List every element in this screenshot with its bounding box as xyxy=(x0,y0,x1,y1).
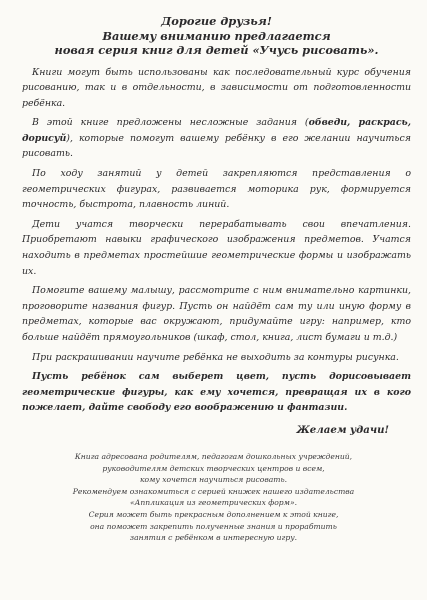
tasks-text-end: ), которые помогут вашему ребёнку в его желании научиться рисовать. xyxy=(22,132,411,160)
good-luck-line: Желаем удачи! xyxy=(296,423,389,436)
footer-series-name: «Аппликация из геометрических форм». xyxy=(129,498,297,508)
footer-line: руководителям детских творческих центров и всем, xyxy=(102,463,325,473)
page-heading xyxy=(22,14,411,58)
heading-series-title: новая серия книг для детей «Учусь рисовать». xyxy=(54,43,379,57)
heading-line-2: Вашему вниманию предлагается xyxy=(102,28,331,43)
footer-line: кому хочется научиться рисовать. xyxy=(139,475,288,485)
tasks-text-start: В этой книге предложены несложные задания ( xyxy=(32,117,309,129)
footer-line: Рекомендуем ознакомиться с серией книжек нашего издательства xyxy=(72,486,355,496)
footer-line: занятия с ребёнком в интересную игру. xyxy=(129,533,298,543)
footer-note xyxy=(22,451,411,544)
tasks-list: обведи, раскрась, дорисуй xyxy=(22,117,412,144)
paragraph-freedom: Пусть ребёнок сам выберет цвет, пусть дорисовывает геометрические фигуры, как ему хочется, превращая их в кого пожелает, дайте свободу его воображению и фантазии. xyxy=(22,371,411,414)
footer-line: Книга адресована родителям, педагогам дошкольных учреждений, xyxy=(74,451,353,461)
paragraph-coloring: При раскрашивании научите ребёнка не выходить за контуры рисунка. xyxy=(32,351,399,363)
footer-line: Серия может быть прекрасным дополнением к этой книге, xyxy=(88,509,339,519)
paragraph-tasks xyxy=(22,115,411,162)
body-text xyxy=(22,65,411,416)
paragraph-help-child: Помогите вашему малышу, рассмотрите с ним внимательно картинки, проговорите названия фигур. Пусть он найдёт сам ту или иную форму в предметах, которые вас окружают, придумайте игру: например, кто больше найдёт прямоугольников (шкаф, стол, книга, лист бумаги и т.д.) xyxy=(22,285,411,343)
heading-greeting: Дорогие друзья! xyxy=(161,14,272,28)
paragraph-usage: Книги могут быть использованы как последовательный курс обучения рисованию, так и в отдельности, в зависимости от подготовленности ребёнка. xyxy=(22,66,411,109)
footer-line: она поможет закрепить полученные знания и прорабтить xyxy=(90,521,337,531)
paragraph-geometry: По ходу занятий у детей закрепляются представления о геометрических фигурах, развивается моторика рук, формируется точность, быстрота, плавность линий. xyxy=(22,168,411,211)
paragraph-creativity: Дети учатся творчески перерабатывать свои впечатления. Приобретают навыки графического изображения предметов. Учатся находить в предметах простейшие геометрические формы и изображать их. xyxy=(22,218,411,277)
